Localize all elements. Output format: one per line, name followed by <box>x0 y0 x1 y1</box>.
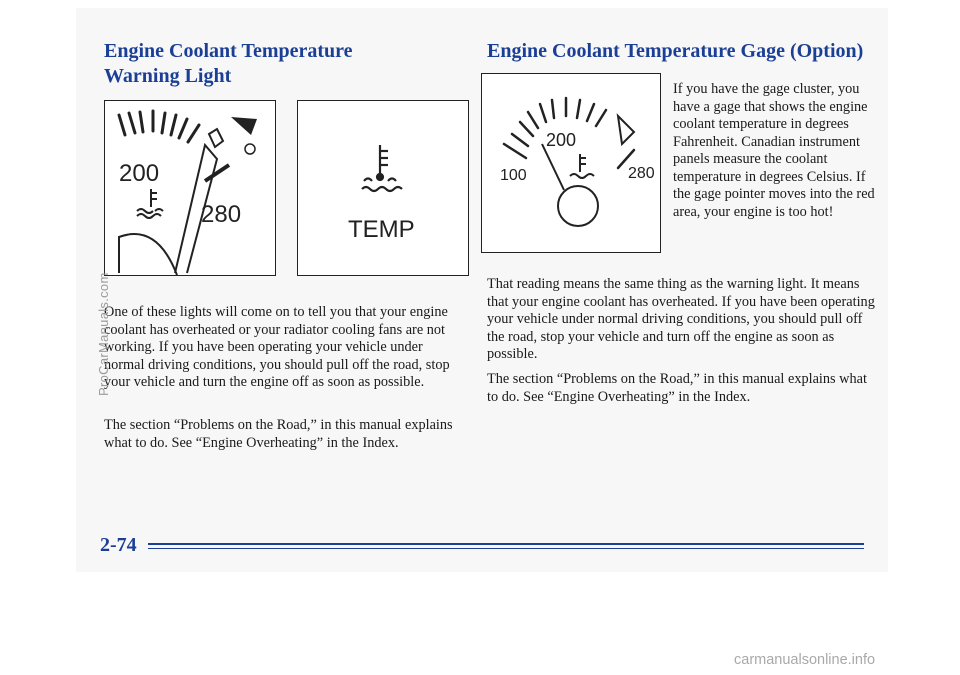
temp-label: TEMP <box>348 216 415 243</box>
left-heading-line2: Warning Light <box>104 65 232 87</box>
temp-light-illustration <box>298 101 468 275</box>
watermark-bottom: carmanualsonline.info <box>734 652 876 668</box>
left-paragraph-1: One of these lights will come on to tell you that your engine coolant has overheated or your radiator cooling fans are not working. If you have been operating your vehicle under normal driving conditions, you should pull off the road, stop your vehicle and turn the engine off as soon as possible. <box>104 304 450 390</box>
gage-label-280: 280 <box>628 165 655 182</box>
footer-rule-thin <box>148 548 864 549</box>
coolant-gage-illustration <box>482 74 660 252</box>
right-paragraph-2: The section “Problems on the Road,” in this manual explains what to do. See “Engine Overheating” in the Index. <box>487 371 867 405</box>
gage-label-200: 200 <box>546 130 577 150</box>
left-paragraph-2: The section “Problems on the Road,” in this manual explains what to do. See “Engine Overheating” in the Index. <box>104 417 453 451</box>
right-heading: Engine Coolant Temperature Gage (Option) <box>487 40 864 62</box>
gauge-label-280: 280 <box>201 201 242 228</box>
left-heading-line1: Engine Coolant Temperature <box>104 40 353 62</box>
thermometer-icon <box>137 189 163 218</box>
gage-label-100: 100 <box>500 167 527 184</box>
coolant-gage-panel <box>481 73 661 253</box>
thermometer-icon <box>362 145 402 191</box>
gage-pointer-hub <box>558 186 598 226</box>
page-number: 2-74 <box>100 534 137 556</box>
gage-side-text: If you have the gage cluster, you have a gage that shows the engine coolant temperature in degrees Fahrenheit. Canadian instrument panels measure the coolant temperature in degrees Celsius. If the gage pointer moves into the red area, your engine is too hot! <box>673 81 875 220</box>
right-paragraph-1: That reading means the same thing as the warning light. It means that your engine coolant has overheated. If you have been operating your vehicle under normal driving conditions, you should pull off the road, stop your vehicle and turn off the engine as soon as possible. <box>487 276 875 362</box>
left-heading <box>104 39 464 89</box>
footer-rule <box>148 543 864 545</box>
gauge-label-200: 200 <box>119 160 160 187</box>
coolant-flag-icon <box>231 117 257 154</box>
temp-warning-light-panel <box>297 100 469 276</box>
warning-gauge-panel <box>104 100 276 276</box>
thermometer-icon <box>570 154 594 178</box>
temperature-gauge-illustration <box>105 101 275 275</box>
watermark-vertical: ProCarManuals.com <box>96 272 111 396</box>
